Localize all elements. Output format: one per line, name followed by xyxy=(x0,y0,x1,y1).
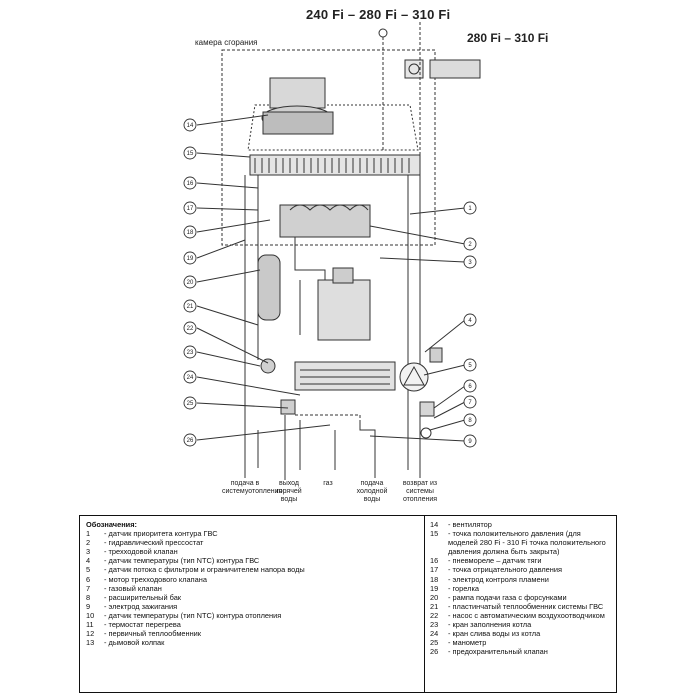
callout-label: 21 xyxy=(186,304,194,310)
legend-box xyxy=(79,515,617,693)
connection-cold-water-in: подача холодной воды xyxy=(356,480,388,503)
legend-text: - гидравлический прессостат xyxy=(104,538,204,548)
legend-item xyxy=(86,538,416,547)
burner-icon xyxy=(280,205,370,237)
legend-num: 15 xyxy=(430,529,439,539)
callout-label: 16 xyxy=(186,181,194,187)
callout-label: 9 xyxy=(468,439,472,445)
legend-item xyxy=(430,529,612,556)
legend-text: - пластинчатый теплообменник системы ГВС xyxy=(448,601,604,611)
connection-gas: газ xyxy=(323,480,333,487)
legend-text: - точка отрицательного давления xyxy=(448,565,562,575)
legend-text: - датчик потока с фильтром и ограничителем напора воды xyxy=(104,565,305,575)
legend-item xyxy=(86,529,416,538)
legend-num: 1 xyxy=(86,529,91,539)
legend-item xyxy=(430,556,612,565)
legend-item xyxy=(86,565,416,574)
legend-num: 25 xyxy=(430,638,439,648)
callout-label: 1 xyxy=(468,206,472,212)
legend-num: 14 xyxy=(430,520,439,529)
pressure-gauge-icon xyxy=(421,428,431,438)
legend-num: 12 xyxy=(86,629,95,639)
legend-right-column xyxy=(430,520,612,656)
legend-item xyxy=(430,602,612,611)
legend-num: 21 xyxy=(430,601,439,611)
legend-text: - предохранительный клапан xyxy=(448,647,548,657)
legend-text: - мотор трехходового клапана xyxy=(104,574,207,584)
legend-text: - термостат перегрева xyxy=(104,620,181,630)
legend-text: - рампа подачи газа с форсунками xyxy=(448,592,567,602)
legend-item xyxy=(86,593,416,602)
legend-item xyxy=(430,611,612,620)
callout-label: 22 xyxy=(186,326,194,332)
legend-num: 5 xyxy=(86,565,91,575)
combustion-chamber-label: камера сгорания xyxy=(195,38,258,47)
legend-text: - кран слива воды из котла xyxy=(448,629,541,639)
legend-item xyxy=(86,620,416,629)
legend-num: 13 xyxy=(86,638,95,648)
legend-text: - электрод зажигания xyxy=(104,601,178,611)
legend-num: 22 xyxy=(430,610,439,620)
legend-num: 10 xyxy=(86,610,95,620)
callout-label: 3 xyxy=(468,260,472,266)
legend-item xyxy=(430,575,612,584)
legend-item xyxy=(86,602,416,611)
legend-text: - горелка xyxy=(448,583,479,593)
legend-num: 24 xyxy=(430,629,439,639)
legend-num: 18 xyxy=(430,574,439,584)
legend-num: 19 xyxy=(430,583,439,593)
legend-num: 3 xyxy=(86,547,91,557)
legend-text: - датчик температуры (тип NTC) контура ГВС xyxy=(104,556,260,566)
legend-item xyxy=(86,638,416,647)
legend-text: - пневмореле – датчик тяги xyxy=(448,556,542,566)
connection-hot-water-out: выход горячей воды xyxy=(276,480,302,503)
callout-label: 23 xyxy=(186,350,194,356)
legend-divider xyxy=(424,516,425,692)
legend-heading: Обозначения: xyxy=(86,520,137,529)
callout-label: 5 xyxy=(468,363,472,369)
legend-num: 23 xyxy=(430,620,439,630)
plate-heat-exchanger-icon xyxy=(295,362,395,390)
legend-num: 2 xyxy=(86,538,91,548)
pump-icon xyxy=(400,348,442,391)
connection-heating-return: возврат из системы отопления xyxy=(402,480,438,503)
legend-item xyxy=(86,556,416,565)
callout-label: 20 xyxy=(186,280,194,286)
legend-item xyxy=(430,584,612,593)
fan-icon xyxy=(262,78,333,134)
legend-text: - насос с автоматическим воздухоотводчиком xyxy=(448,610,605,620)
legend-item xyxy=(430,647,612,656)
legend-text: - вентилятор xyxy=(448,520,492,529)
legend-item xyxy=(86,575,416,584)
legend-num: 8 xyxy=(86,592,91,602)
legend-item xyxy=(430,593,612,602)
legend-num: 4 xyxy=(86,556,91,566)
heat-exchanger-icon xyxy=(250,155,420,175)
connection-heating-supply: подача в системуотопления xyxy=(222,480,283,495)
callout-label: 2 xyxy=(468,242,472,248)
legend-item xyxy=(430,565,612,574)
legend-item xyxy=(430,620,612,629)
expansion-vessel-icon xyxy=(258,255,280,320)
callout-label: 18 xyxy=(186,230,194,236)
legend-text: - точка положительного давления (для моделей 280 Fi - 310 Fi точка положительного давления должна быть закрыта) xyxy=(448,529,606,557)
legend-text: - первичный теплообменник xyxy=(104,629,202,639)
legend-item xyxy=(430,638,612,647)
gas-valve-icon xyxy=(318,268,370,340)
legend-text: - манометр xyxy=(448,638,487,648)
diagram-subtitle: 280 Fi – 310 Fi xyxy=(467,31,549,45)
callout-label: 19 xyxy=(186,256,194,262)
legend-num: 9 xyxy=(86,601,91,611)
legend-text: - расширительный бак xyxy=(104,592,182,602)
callout-label: 24 xyxy=(186,375,194,381)
callout-label: 25 xyxy=(186,401,194,407)
three-way-valve-icon xyxy=(261,359,295,414)
legend-item xyxy=(86,629,416,638)
callout-label: 7 xyxy=(468,400,472,406)
legend-num: 16 xyxy=(430,556,439,566)
legend-text: - кран заполнения котла xyxy=(448,620,532,630)
callout-label: 4 xyxy=(468,318,472,324)
legend-item xyxy=(430,629,612,638)
legend-num: 11 xyxy=(86,620,94,630)
legend-item xyxy=(86,584,416,593)
legend-text: - датчик приоритета контура ГВС xyxy=(104,529,218,539)
callout-label: 14 xyxy=(186,123,194,129)
legend-text: - дымовой колпак xyxy=(104,638,165,648)
legend-text: - трехходовой клапан xyxy=(104,547,178,557)
callout-label: 26 xyxy=(186,438,194,444)
legend-text: - датчик температуры (тип NTC) контура отопления xyxy=(104,610,282,620)
legend-text: - электрод контроля пламени xyxy=(448,574,549,584)
callout-label: 15 xyxy=(186,151,194,157)
safety-valve-icon xyxy=(420,402,434,416)
pressure-switch-icon xyxy=(379,29,387,37)
legend-item xyxy=(86,547,416,556)
legend-num: 26 xyxy=(430,647,439,657)
diagram-title: 240 Fi – 280 Fi – 310 Fi xyxy=(306,7,451,22)
legend-num: 7 xyxy=(86,583,91,593)
legend-item xyxy=(430,520,612,529)
legend-num: 20 xyxy=(430,592,439,602)
legend-left-column xyxy=(86,520,416,647)
callout-label: 17 xyxy=(186,206,194,212)
legend-num: 17 xyxy=(430,565,439,575)
legend-text: - газовый клапан xyxy=(104,583,162,593)
callout-label: 6 xyxy=(468,384,472,390)
legend-item xyxy=(86,611,416,620)
flue-outlet-icon xyxy=(405,60,480,78)
legend-num: 6 xyxy=(86,574,91,584)
callout-label: 8 xyxy=(468,418,472,424)
